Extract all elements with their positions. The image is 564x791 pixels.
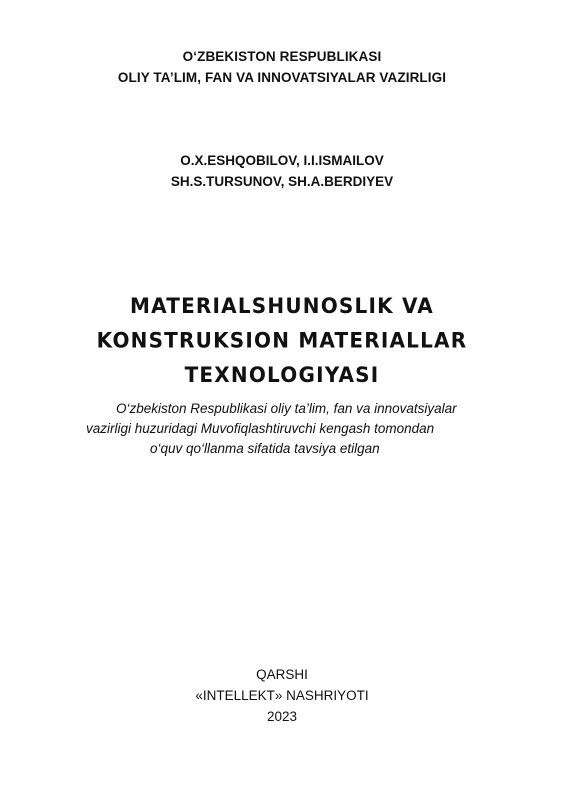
recommendation-line-1: O‘zbekiston Respublikasi oliy ta’lim, fan va innovatsiyalar [116, 401, 457, 416]
recommendation-note [80, 399, 500, 459]
recommendation-line-3: o‘quv qo‘llanma sifatida tavsiya etilgan [150, 441, 380, 456]
publisher-name: «INTELLEKT» NASHRIYOTI [195, 688, 369, 703]
ministry-line-1: O‘ZBEKISTON RESPUBLIKASI [182, 49, 382, 64]
book-title [90, 288, 474, 392]
ministry-line-2: OLIY TA’LIM, FAN VA INNOVATSIYALAR VAZIRLIGI [117, 70, 447, 85]
ministry-header [0, 46, 564, 88]
authors-line-2: SH.S.TURSUNOV, SH.A.BERDIYEV [170, 174, 394, 189]
publisher-city: QARSHI [256, 667, 308, 682]
authors-line-1: O.X.ESHQOBILOV, I.I.ISMAILOV [180, 153, 384, 168]
publication-year: 2023 [266, 709, 298, 724]
authors [0, 150, 564, 192]
publisher-info [0, 664, 564, 727]
book-title-line-1: MATERIALSHUNOSLIK VA [130, 292, 434, 319]
recommendation-line-2: vazirligi huzuridagi Muvofiqlashtiruvchi kengash tomondan [86, 421, 435, 436]
book-title-line-3: TEXNOLOGIYASI [184, 361, 380, 388]
book-title-line-2: KONSTRUKSION MATERIALLAR [96, 327, 468, 353]
